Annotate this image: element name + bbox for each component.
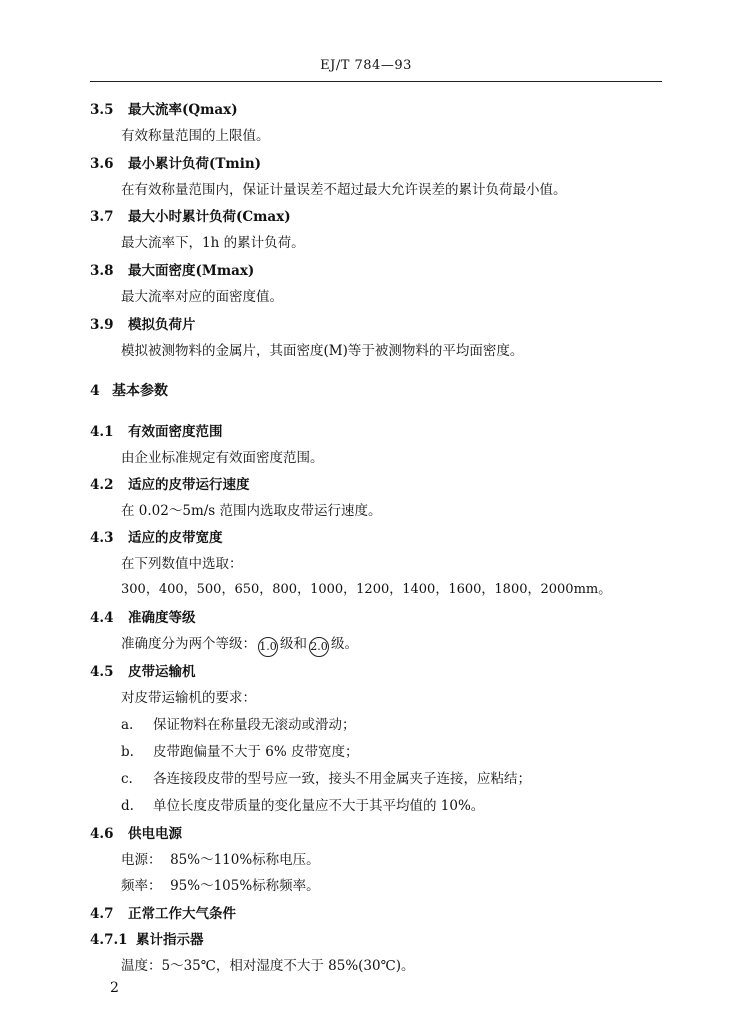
grade-1-circled: 1.0: [258, 637, 278, 657]
section-title: 最小累计负荷(Tmin): [128, 156, 262, 172]
section-3-6-text: 在有效称量范围内，保证计量误差不超过最大允许误差的累计负荷最小值。: [121, 182, 567, 198]
section-4-7-heading: [90, 902, 236, 922]
section-3-8-text: 最大流率对应的面密度值。: [121, 289, 283, 305]
section-3-6-heading: [90, 152, 261, 172]
document-code-header: EJ/T 784—93: [320, 58, 412, 73]
list-marker: a.: [121, 717, 134, 733]
section-3-8-heading: [90, 259, 254, 279]
section-number: 4.7.1: [90, 932, 128, 948]
list-marker: d.: [121, 798, 134, 814]
section-number: 3.9: [90, 317, 114, 333]
list-marker: c.: [121, 771, 133, 787]
section-title: 累计指示器: [136, 932, 204, 948]
section-number: 4.6: [90, 826, 114, 842]
section-3-7-heading: [90, 205, 291, 225]
section-4-1-heading: [90, 420, 223, 440]
section-number: 3.6: [90, 156, 114, 172]
section-4-6-heading: [90, 822, 182, 842]
chapter-4-heading: [90, 380, 168, 400]
section-3-9-text: 模拟被测物料的金属片，其面密度(M)等于被测物料的平均面密度。: [121, 343, 524, 359]
section-4-7-1-heading: [90, 928, 204, 948]
section-4-7-1-text: 温度：5～35℃，相对湿度不大于 85%(30℃)。: [121, 958, 415, 974]
grade-2-circled: 2.0: [309, 637, 329, 657]
section-title: 皮带运输机: [128, 664, 196, 680]
section-title: 供电电源: [128, 826, 182, 842]
section-number: 3.7: [90, 209, 114, 225]
grade-text-middle: 级和: [280, 636, 307, 652]
grade-text-suffix: 级。: [331, 636, 358, 652]
section-number: 4.4: [90, 610, 114, 626]
chapter-number: 4: [90, 383, 100, 399]
list-text: 各连接段皮带的型号应一致，接头不用金属夹子连接，应粘结；: [153, 771, 531, 787]
section-number: 4.2: [90, 477, 114, 493]
section-number: 4.1: [90, 424, 114, 440]
list-text: 皮带跑偏量不大于 6% 皮带宽度；: [153, 744, 359, 760]
section-title: 适应的皮带宽度: [128, 530, 223, 546]
section-4-3-text: 在下列数值中选取：: [121, 556, 243, 572]
section-4-3-heading: [90, 526, 223, 546]
section-4-2-heading: [90, 473, 250, 493]
section-number: 4.3: [90, 530, 114, 546]
grade-text-prefix: 准确度分为两个等级：: [121, 636, 256, 652]
list-item: [121, 767, 531, 787]
list-text: 单位长度皮带质量的变化量应不大于其平均值的 10%。: [153, 798, 485, 814]
list-item: [121, 740, 359, 760]
power-frequency-line: 频率： 95%～105%标称频率。: [121, 878, 320, 894]
section-4-1-text: 由企业标准规定有效面密度范围。: [121, 450, 324, 466]
section-number: 3.8: [90, 263, 114, 279]
section-3-7-text: 最大流率下，1h 的累计负荷。: [121, 235, 305, 251]
section-4-2-text: 在 0.02～5m/s 范围内选取皮带运行速度。: [121, 503, 382, 519]
power-voltage-line: 电源： 85%～110%标称电压。: [121, 852, 320, 868]
section-title: 最大面密度(Mmax): [128, 263, 255, 279]
section-4-5-heading: [90, 660, 196, 680]
chapter-title: 基本参数: [112, 383, 168, 399]
section-number: 3.5: [90, 102, 114, 118]
section-3-9-heading: [90, 313, 196, 333]
section-title: 最大小时累计负荷(Cmax): [128, 209, 291, 225]
section-title: 适应的皮带运行速度: [128, 477, 250, 493]
section-4-4-text: [121, 632, 358, 657]
section-title: 准确度等级: [128, 610, 196, 626]
list-item: [121, 794, 484, 814]
section-number: 4.5: [90, 664, 114, 680]
page-number: 2: [110, 980, 119, 996]
section-title: 最大流率(Qmax): [128, 102, 238, 118]
section-4-4-heading: [90, 606, 196, 626]
section-3-5-text: 有效称量范围的上限值。: [121, 128, 270, 144]
section-number: 4.7: [90, 906, 114, 922]
list-item: [121, 713, 356, 733]
section-4-5-text: 对皮带运输机的要求：: [121, 690, 256, 706]
section-4-3-values: 300，400，500，650，800，1000，1200，1400，1600，1800，2000mm。: [121, 582, 612, 597]
header-rule: [90, 81, 662, 82]
list-text: 保证物料在称量段无滚动或滑动；: [153, 717, 356, 733]
section-title: 模拟负荷片: [128, 317, 196, 333]
section-title: 有效面密度范围: [128, 424, 223, 440]
section-title: 正常工作大气条件: [128, 906, 236, 922]
section-3-5-heading: [90, 98, 238, 118]
list-marker: b.: [121, 744, 134, 760]
